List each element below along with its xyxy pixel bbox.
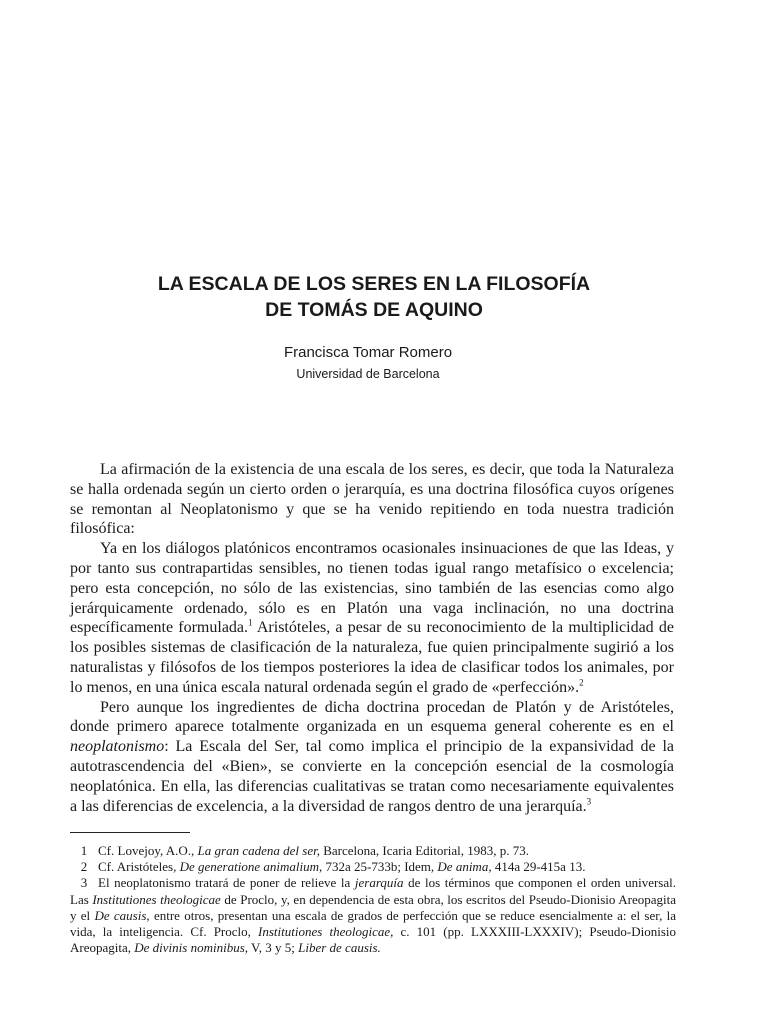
footnote-text: 414a 29-415a 13. [491, 859, 586, 875]
footnote-text: 732a 25-733b; Idem, [322, 859, 438, 875]
footnote-text: entre otros, presentan una escala de grados de perfección que se reduce esencialmente a: el ser, la vida, la inteligencia. Cf. Proclo, [70, 907, 676, 940]
title-line-1: LA ESCALA DE LOS SERES EN LA FILOSOFÍA [157, 273, 591, 295]
footnote-1 [70, 843, 676, 859]
footnote-2 [70, 859, 676, 875]
article-title [0, 271, 748, 323]
footnote-number: 3 [80, 875, 88, 891]
footnote-italic-text: De divinis nominibus, [134, 940, 249, 956]
footnote-text: Barcelona, Icaria Editorial, 1983, p. 73. [319, 843, 529, 858]
article-body [70, 460, 674, 816]
footnote-italic-text: De generatione animalium, [179, 859, 323, 875]
footnote-text: de Proclo, y, en dependencia de esta obra, los escritos del Pseudo-Dionisio Areopagita y el [70, 891, 676, 923]
footnote-italic-text: La gran cadena del ser, [197, 843, 320, 858]
footnote-number: 2 [80, 859, 88, 875]
footnote-italic-text: Institutiones theologicae, [258, 924, 394, 940]
footnote-italic-text: Liber de causis. [298, 940, 381, 956]
author-affiliation: Universidad de Barcelona [296, 367, 440, 381]
footnote-ref-2[interactable]: 2 [579, 677, 584, 688]
footnote-text: c. 101 (pp. LXXXIII-LXXXIV); Pseudo-Dionisio Areopagita, [70, 924, 677, 956]
paragraph-3: Pero aunque los ingredientes de dicha doctrina procedan de Platón y de Aristóteles, donde primero aparece totalmente organizada en un esquema general coherente es en el neoplatonismo: La Escala del Ser, tal como implica el principio de la expansividad de la autotrascendencia del «Bien», se convierte en la concepción esencial de la cosmología neoplatónica. En ella, las diferencias cualitativas se tratan como necesariamente equivalentes a las diferencias de excelencia, a la diversidad de rangos dentro de una jerarquía.$^3$ [70, 698, 674, 815]
author-name: Francisca Tomar Romero [283, 344, 453, 361]
footnote-italic-text: jerarquía [354, 875, 404, 891]
paragraph-2: Ya en los diálogos platónicos encontramos ocasionales insinuaciones de que las Ideas, y por tanto sus contrapartidas sensibles, no tienen todas igual rango metafísico o excelencia; pero esta concepción, no sólo de las existencias, sino también de las esencias como algo jerárquicamente ordenado, sólo es en Platón una vaga inclinación, no una doctrina específicamente formulada.$^1$ Aristóteles, a pesar de su reconocimiento de la multiplicidad de los posibles sistemas de clasificación de la naturaleza, fue quien principalmente sugirió a los naturalistas y filósofos de los tiempos posteriores la idea de clasificar todos los animales, por lo menos, en una única escala natural ordenada según el grado de «perfección».$^2$ [70, 540, 675, 696]
footnote-text: V, 3 y 5; [248, 940, 299, 956]
footnote-text: de los términos que componen el orden universal. Las [70, 875, 676, 907]
footnote-text: El neoplatonismo tratará de poner de relieve la [98, 875, 355, 891]
title-line-2: DE TOMÁS DE AQUINO [265, 299, 483, 321]
footnote-italic-text: De causis, [94, 907, 150, 923]
footnote-text: Cf. Aristóteles, [98, 859, 180, 875]
footnote-ref-3[interactable]: 3 [586, 796, 592, 807]
paragraph-1: La afirmación de la existencia de una escala de los seres, es decir, que toda la Naturaleza se halla ordenada según un cierto orden o jerarquía, es una doctrina filosófica cuyos orígenes se remontan al Neoplatonismo y que se ha venido repitiendo en toda nuestra tradición filosófica: [70, 461, 674, 538]
footnote-ref-1[interactable]: 1 [248, 618, 253, 629]
footnote-italic-text: Institutiones theologicae [92, 891, 221, 907]
footnote-3 [70, 875, 676, 956]
footnote-italic-text: De anima, [437, 859, 492, 875]
footnote-divider [70, 832, 190, 833]
footnote-text: Cf. Lovejoy, A.O., [98, 843, 198, 858]
footnotes [70, 843, 676, 956]
footnote-number: 1 [80, 843, 88, 858]
